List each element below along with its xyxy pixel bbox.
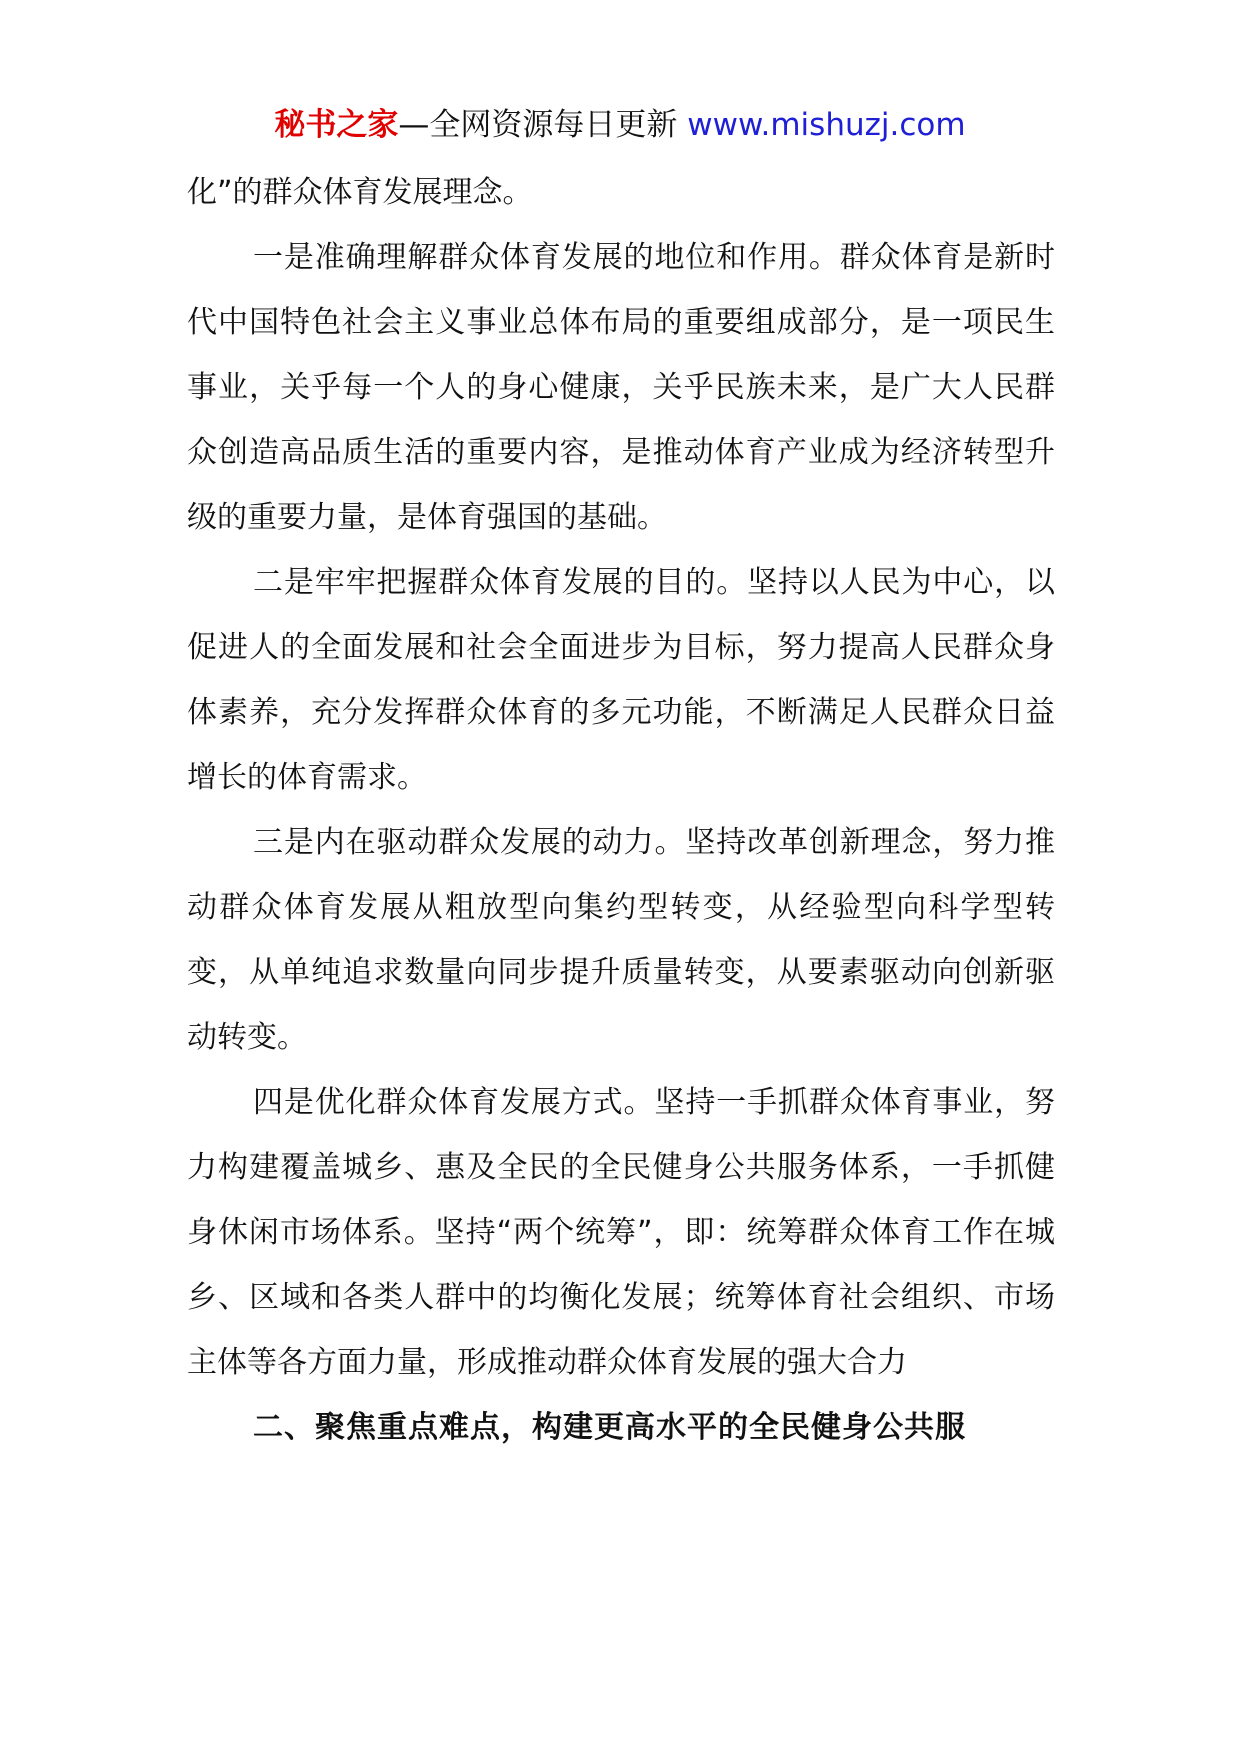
section-heading: 二、聚焦重点难点，构建更高水平的全民健身公共服 — [253, 1410, 966, 1445]
paragraph-1: 一是准确理解群众体育发展的地位和作用。群众体育是新时代中国特色社会主义事业总体布局的重要组成部分，是一项民生事业，关乎每一个人的身心健康，关乎民族未来，是广大人民群众创造高品质生活的重要内容，是推动体育产业成为经济转型升级的重要力量，是体育强国的基础。 — [187, 240, 1055, 535]
paragraph-4: 四是优化群众体育发展方式。坚持一手抓群众体育事业，努力构建覆盖城乡、惠及全民的全民健身公共服务体系，一手抓健身休闲市场体系。坚持“两个统筹”，即：统筹群众体育工作在城乡、区域和各类人群中的均衡化发展；统筹体育社会组织、市场主体等各方面力量，形成推动群众体育发展的强大合力 — [187, 1085, 1055, 1380]
brand-name: 秘书之家 — [274, 107, 399, 143]
page-header — [0, 100, 1240, 150]
continued-paragraph: 化”的群众体育发展理念。 — [187, 175, 533, 210]
paragraph-3: 三是内在驱动群众发展的动力。坚持改革创新理念，努力推动群众体育发展从粗放型向集约型转变，从经验型向科学型转变，从单纯追求数量向同步提升质量转变，从要素驱动向创新驱动转变。 — [187, 825, 1055, 1055]
document-body — [187, 160, 1055, 1460]
website-link[interactable]: www.mishuzj.com — [687, 107, 966, 143]
paragraph-2: 二是牢牢把握群众体育发展的目的。坚持以人民为中心，以促进人的全面发展和社会全面进步为目标，努力提高人民群众身体素养，充分发挥群众体育的多元功能，不断满足人民群众日益增长的体育需求。 — [187, 565, 1055, 795]
header-tagline: —全网资源每日更新 — [398, 107, 688, 143]
